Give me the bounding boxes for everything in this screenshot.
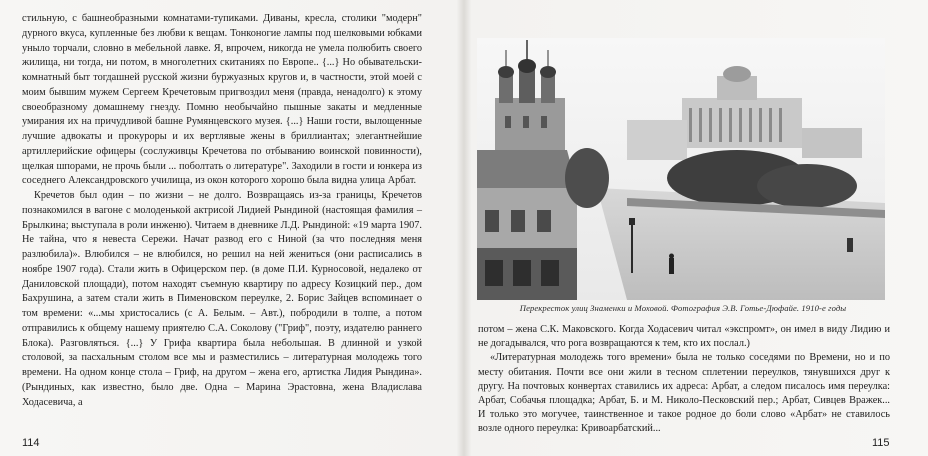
paragraph: Кречетов был один – по жизни – не долго. Возвращаясь из-за границы, Кречетов познакомился в вагоне с молоденькой актрисой Лидией Рындиной (настоящая фамилия – Брылкина; выступала в роли инженю). Читаем в дневнике Л.Д. Рындиной: «19 марта 1907. Не тайна, что я невеста Сережи. Начат развод его с Ниной (за что последняя меня разлюбила)». Влюбился – не влюбился, но решил на ней жениться (они расписались в ноябре 1907 года). Стали жить в Офицерском пер. (в доме П.И. Курносовой, недалеко от Даниловской площади), потом находят съемную квартиру по адресу Козицкий пер., дом Бахрушина, а затем стали жить в Пименовском переулке, 2. Борис Зайцев вспоминает о том времени: «...мы христосались (с А. Белым. – Авт.), побродили в толпе, а потом отправились к общему нашему приятелю С.А. Соколову ("Гриф", поэту, издателю раннего Блока). Разговляться. {...} У Грифа квартира была небольшая. В длинной и узкой столовой, за пасхальным столом все мы и разместились – литературная молодежь того времени. На одном конце стола – Гриф, на другом – жена его, артистка Лидия Рындина». (Рындиных, как известно, было две. Одна – Марина Эрастовна, жена Владислава Ходасевича, а	[22, 190, 422, 408]
paragraph: «Литературная молодежь того времени» была не только соседями по Времени, но и по месту обитания. Почти все они жили в тесном сплетении переулков, тянувшихся друг к другу. На почтовых конвертах ставились их адреса: Арбат, а следом писалось имя переулка: Арбат, Собачья площадка; Арбат, Б. и М. Николо-Песковский пер.; Арбат, Сивцев Вражек... И только это могучее, таинственное и такое родное до боли слово «Арбат» не ставилось возле одного переулка: Кривоарбатский...	[478, 352, 890, 435]
photo-caption: Перекресток улиц Знаменки и Моховой. Фотография Э.В. Готье-Дюфайе. 1910-е годы	[519, 303, 847, 313]
page-number-right: 115	[872, 437, 890, 449]
left-page-text	[22, 12, 422, 410]
paragraph: потом – жена С.К. Маковского. Когда Ходасевич читал «экспромт», он имел в виду Лидию и не догадывался, что рога возвращаются к тем, кто их послал.)	[478, 324, 890, 350]
historic-street-photo	[477, 38, 885, 300]
photo-illustration	[477, 38, 885, 300]
right-page-text	[478, 323, 890, 437]
page-number-left: 114	[22, 437, 40, 449]
paragraph: стильную, с башнеобразными комнатами-тупиками. Диваны, кресла, столики "модерн" дурного вкуса, купленные без любви к вещам. Тонконогие лампы под шелковыми юбками уныло торчали, словно в мебельной лавке. Я, впрочем, никогда не умела полюбить своего жилища, ни тогда, ни потом, в многолетних скитаниях по Европе.. {...} Но обывательски-комнатный быт тогдашней русской жизни буржуазных кругов и, в частности, этой моей с моим бывшим мужем Сергеем Кречетовым пригвоздил меня (правда, ненадолго) к этому своеобразному домашнему гнезду. Помню необычайно пышные закаты и медленные умирания их на причудливой башне Румянцевского музея. {...} Наши гости, вылощенные лучшие адвокаты и прокуроры и их вертлявые жены в бриллиантах; элегантнейшие артиллерийские офицеры (сослуживцы Кречетова по отбыванию воинской повинности), щелкая шпорами, не прочь были ... поболтать о литературе". Заходили в гости и юнкера из соседнего Александровского училища, из окон которого хорошо была видна улица Арбат.	[22, 13, 422, 187]
